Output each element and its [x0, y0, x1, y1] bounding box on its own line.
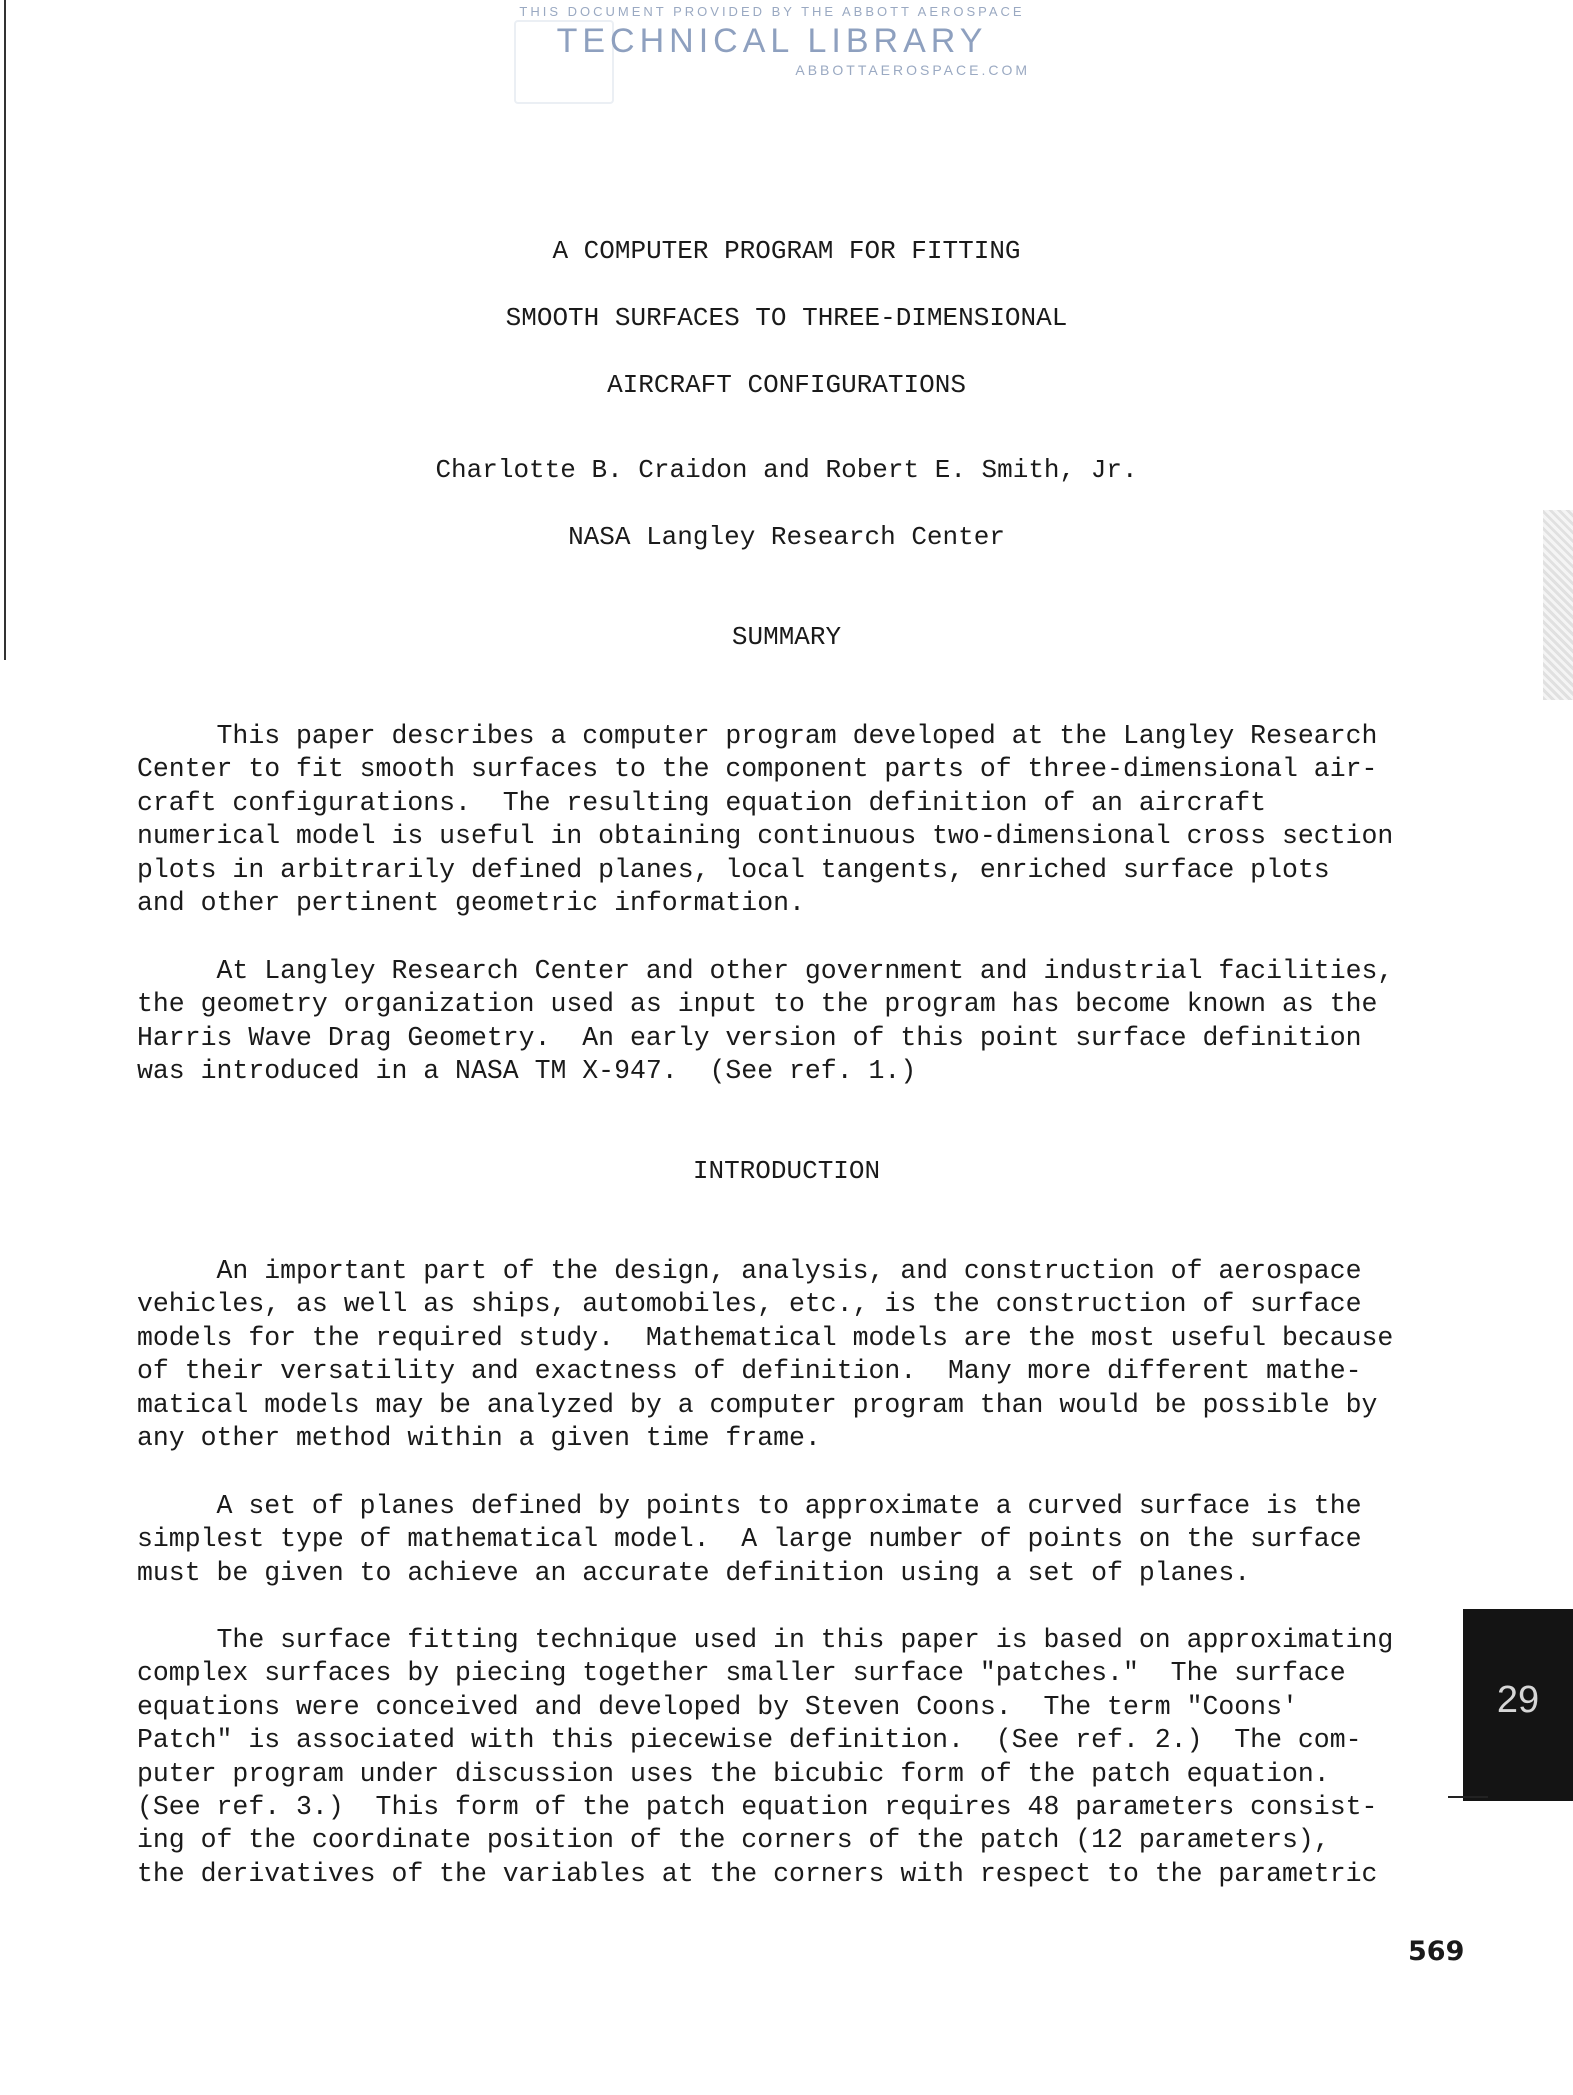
affiliation: NASA Langley Research Center: [568, 522, 1005, 552]
watermark-provided-by: THIS DOCUMENT PROVIDED BY THE ABBOTT AEROSPACE: [519, 4, 1025, 19]
summary-heading: SUMMARY: [731, 622, 842, 652]
title-line-1: A COMPUTER PROGRAM FOR FITTING: [552, 236, 1021, 266]
text-line: puter program under discussion uses the bicubic form of the patch equation.: [137, 1758, 1330, 1789]
text-line: A set of planes defined by points to approximate a curved surface is the: [137, 1491, 1362, 1521]
page-number: 569: [1408, 1936, 1465, 1967]
text-line: any other method within a given time frame.: [137, 1423, 821, 1454]
introduction-paragraph-1: [137, 1255, 1457, 1455]
text-line: plots in arbitrarily defined planes, local tangents, enriched surface plots: [137, 854, 1330, 885]
watermark-url: ABBOTTAEROSPACE.COM: [795, 62, 1030, 78]
text-line: ing of the coordinate position of the corners of the patch (12 parameters),: [137, 1825, 1330, 1856]
text-line: This paper describes a computer program developed at the Langley Research: [137, 721, 1378, 751]
text-line: matical models may be analyzed by a computer program than would be possible by: [137, 1389, 1378, 1420]
text-line: the derivatives of the variables at the corners with respect to the parametric: [137, 1858, 1378, 1889]
authors: Charlotte B. Craidon and Robert E. Smith, Jr.: [435, 455, 1138, 485]
text-line: and other pertinent geometric information.: [137, 888, 805, 919]
text-line: vehicles, as well as ships, automobiles, etc., is the construction of surface: [137, 1289, 1362, 1320]
watermark: [514, 4, 1030, 94]
introduction-heading: INTRODUCTION: [692, 1156, 881, 1186]
margin-texture: [1543, 510, 1573, 700]
tab-marker-line: [1448, 1796, 1488, 1798]
introduction-paragraph-2: [137, 1490, 1457, 1590]
text-line: of their versatility and exactness of definition. Many more different mathe-: [137, 1356, 1362, 1387]
summary-paragraph-2: [137, 955, 1457, 1089]
text-line: craft configurations. The resulting equation definition of an aircraft: [137, 787, 1267, 818]
text-line: The surface fitting technique used in this paper is based on approximating: [137, 1625, 1394, 1655]
text-line: equations were conceived and developed by Steven Coons. The term "Coons': [137, 1691, 1298, 1722]
title-line-2: SMOOTH SURFACES TO THREE-DIMENSIONAL: [505, 303, 1068, 333]
text-line: simplest type of mathematical model. A large number of points on the surface: [137, 1524, 1362, 1555]
text-line: Harris Wave Drag Geometry. An early version of this point surface definition: [137, 1022, 1362, 1053]
title-line-3: AIRCRAFT CONFIGURATIONS: [607, 370, 966, 400]
text-line: must be given to achieve an accurate definition using a set of planes.: [137, 1557, 1251, 1588]
text-line: (See ref. 3.) This form of the patch equation requires 48 parameters consist-: [137, 1792, 1378, 1823]
text-line: Patch" is associated with this piecewise definition. (See ref. 2.) The com-: [137, 1725, 1362, 1756]
text-line: numerical model is useful in obtaining continuous two-dimensional cross section: [137, 821, 1394, 852]
text-line: Center to fit smooth surfaces to the component parts of three-dimensional air-: [137, 754, 1378, 785]
section-tab-number: 29: [1496, 1679, 1540, 1721]
text-line: models for the required study. Mathematical models are the most useful because: [137, 1322, 1394, 1353]
text-line: was introduced in a NASA TM X-947. (See ref. 1.): [137, 1056, 917, 1087]
text-line: the geometry organization used as input to the program has become known as the: [137, 989, 1378, 1020]
section-tab: [1463, 1609, 1573, 1801]
text-line: At Langley Research Center and other government and industrial facilities,: [137, 956, 1394, 986]
introduction-paragraph-3: [137, 1624, 1457, 1891]
summary-paragraph-1: [137, 720, 1457, 920]
watermark-library-name: TECHNICAL LIBRARY: [556, 22, 988, 60]
text-line: An important part of the design, analysis, and construction of aerospace: [137, 1256, 1362, 1286]
text-line: complex surfaces by piecing together smaller surface "patches." The surface: [137, 1658, 1346, 1689]
